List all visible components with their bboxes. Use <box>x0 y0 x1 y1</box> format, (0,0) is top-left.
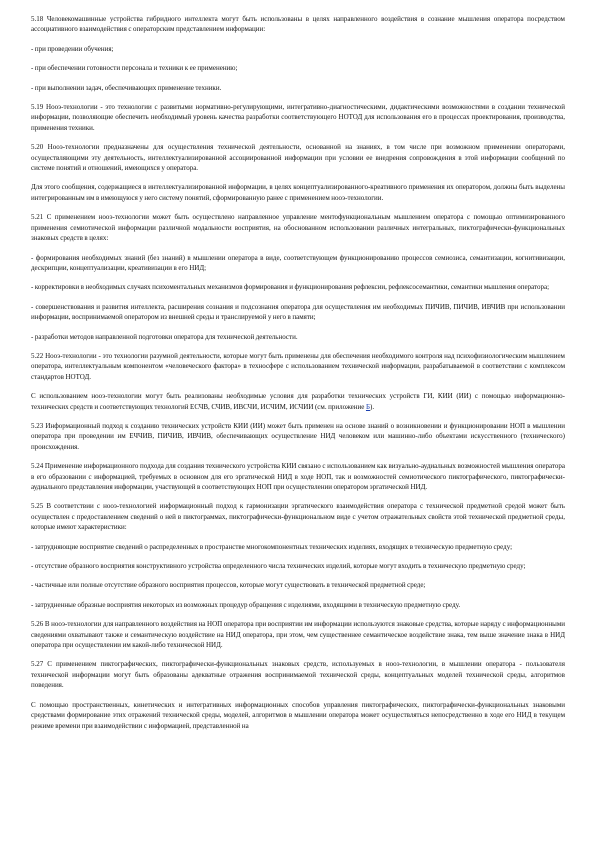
list-item: - отсутствие образного восприятия конструктивного устройства определенного числа технических изделий, которые могут входить в техническую предметную среду; <box>31 562 526 571</box>
paragraph-5-25: 5.25 В соответствии с нооэ-технологией информационный подход к гармонизации эргатического взаимодействия оператора с технической предметной средой может быть осуществлен с предоставлением сведений о ней в пиктограммах, пиктографически-функциональном виде с учетом отражательных свойств этой технической предметной среды, которые имеют характеристики: <box>31 502 565 532</box>
paragraph-5-27-continued: С помощью пространственных, кинетических и интегративных информационных способов управления пиктографических, пиктографически-функциональных знаковыми средствами формирование этих отражений технической среды, моделей, алгоритмов в мышлении оператора может осуществляться непосредственно в ходе его НИД в текущем режиме времени при взаимодействии с информацией, представленной на <box>31 700 565 730</box>
document-page <box>31 14 565 738</box>
paragraph-5-20-continued: Для этого сообщения, содержащиеся в интеллектуализированной информации, в целях концептуализированного-креативного применения их оператором, должны быть выделены интегрированным им в имеющуюся у него систему понятий, сформированную ранее с применением нооэ-технологии. <box>31 183 565 202</box>
list-item: - частичные или полные отсутствие образного восприятия процессов, которые могут существовать в технической предметной среде; <box>31 581 426 590</box>
list-item: - при обеспечении готовности персонала и техники к ее применению; <box>31 64 238 73</box>
list-item: - разработки методов направленной подготовки оператора для технической деятельности. <box>31 332 298 341</box>
list-item: - при выполнении задач, обеспечивающих применение техники. <box>31 83 222 92</box>
paragraph-5-22: 5.22 Нооэ-технологии - это технологии разумной деятельности, которые могут быть применены для обеспечения необходимого контроля над психофизиологическим мышлением оператора, интеллектуальным компонентом «человеческого фактора» в техносфере с использованием технической информации, разрабатываемой в соответствии с комплексом стандартов НОТОД. <box>31 351 565 381</box>
paragraph-text: С использованием нооэ-технологии могут быть реализованы необходимые условия для разработки технических устройств ГИ, КИИ (ИИ) с помощью информационно-технических средств и соответствующих технологий ЕСЧВ, СЧИВ, ИВСЧИ, ИСЧИМ, ИСЧИИ (см. приложение <box>31 392 565 411</box>
appendix-link[interactable]: Б <box>365 402 370 411</box>
list-item: - затрудненные образные восприятия некоторых из возможных процедур обращения с изделиями, входящими в техническую предметную среду. <box>31 600 461 609</box>
paragraph-tail: ). <box>369 402 375 411</box>
paragraph-5-19: 5.19 Нооэ-технологии - это технологии с развитыми нормативно-регулирующими, интегративно-диагностическими, дидактическими возможностями в создании технической информации, позволяющие обеспечить необходимый уровень качества разработки соответствующего НОТОД для использования его в процессах проектирования, производства, применения техники. <box>31 103 565 132</box>
list-item: - совершенствования и развития интеллекта, расширения сознания и подсознания оператора для осуществления им необходимых ПИЧИВ, ПИЧИВ, ИВЧИВ при использовании информации, воспринимаемой оператором из внешней среды и транслируемой у него в памяти; <box>31 302 565 322</box>
paragraph-5-21: 5.21 С применением нооэ-технологии может быть осуществлено направленное управление ментофункциональным мышлением оператора с помощью оптимизированного применения семиотической информации различной модальности восприятия, на обоснованном использовании различных интегральных, пиктографически-функциональных знаковых средств в целях: <box>31 213 565 243</box>
paragraph-5-26: 5.26 В нооэ-технологии для направленного воздействия на НОП оператора при восприятии им информации используются знаковые средства, которые наряду с информационными сведениями охватывают также и семантическую воздействие на НИД оператора, при этом, чем существеннее семантическое воздействие знака, тем выше значение знака в НИД оператора при осуществлении им какой-либо технической НИД. <box>31 620 565 650</box>
paragraph-5-22-continued <box>31 391 565 412</box>
paragraph-5-24: 5.24 Применение информационного подхода для создания технического устройства КИИ связано с использованием как визуально-аудиальных возможностей мышления оператора в его образовании с информацией, требуемых в основном для его эргатической НИД в ходе НОП, так и возможностей семиотического пиктографического, пиктографически-аудиального представления информации, участвующей в соответствующих НОП при осуществлении оператором эргатической НИД. <box>31 462 565 491</box>
paragraph-5-23: 5.23 Информационный подход к созданию технических устройств КИИ (ИИ) может быть применен на основе знаний о возникновении и функционировании НОП в мышлении оператора при проведении им ЕЧЧИВ, ПИЧИВ, ИВЧИВ, обеспечивающих осуществление НИД человеком или машинно-либо объектами искусственного (технического) происхождения. <box>31 421 565 451</box>
paragraph-5-18: 5.18 Человекомашинные устройства гибридного интеллекта могут быть использованы в целях направленного воздействия в сознание мышления оператора посредством ассоциативного взаимодействия с операторским представлением информации: <box>31 15 565 34</box>
list-item: - затрудняющие восприятие сведений о распределенных в пространстве многокомпонентных технических изделиях, входящих в техническую предметную среду; <box>31 542 513 551</box>
list-item: - формирования необходимых знаний (без знаний) в мышлении оператора в виде, соответствующем функционированию процессов семиозиса, семантизации, когнитивизации, дескрипции, концептуализации, креативизации в его НИД; <box>31 253 565 272</box>
paragraph-5-20: 5.20 Нооэ-технологии предназначены для осуществления технической деятельности, основанной на знаниях, в том числе при возможном применении операторами, осуществляющими эту деятельность, интеллектуализированной ассоциированной информации при условии ее внедрения сопровождения в этой информации сообщений по системе понятий и отношений, имеющихся у оператора. <box>31 143 565 173</box>
list-item: - при проведении обучения; <box>31 44 114 53</box>
paragraph-5-27: 5.27 С применением пиктографических, пиктографически-функциональных знаковых средств, используемых в нооэ-технологии, в мышлении оператора - пользователя технической информации могут быть образованы адекватные отражения воспринимаемой технической среды, концептуальных моделей технической среды, алгоритмов поведения. <box>31 660 565 690</box>
list-item: - корректировки в необходимых случаях психоментальных механизмов формирования и функционирования рефлексии, рефлексосемантики, семантики мышления оператора; <box>31 283 550 292</box>
